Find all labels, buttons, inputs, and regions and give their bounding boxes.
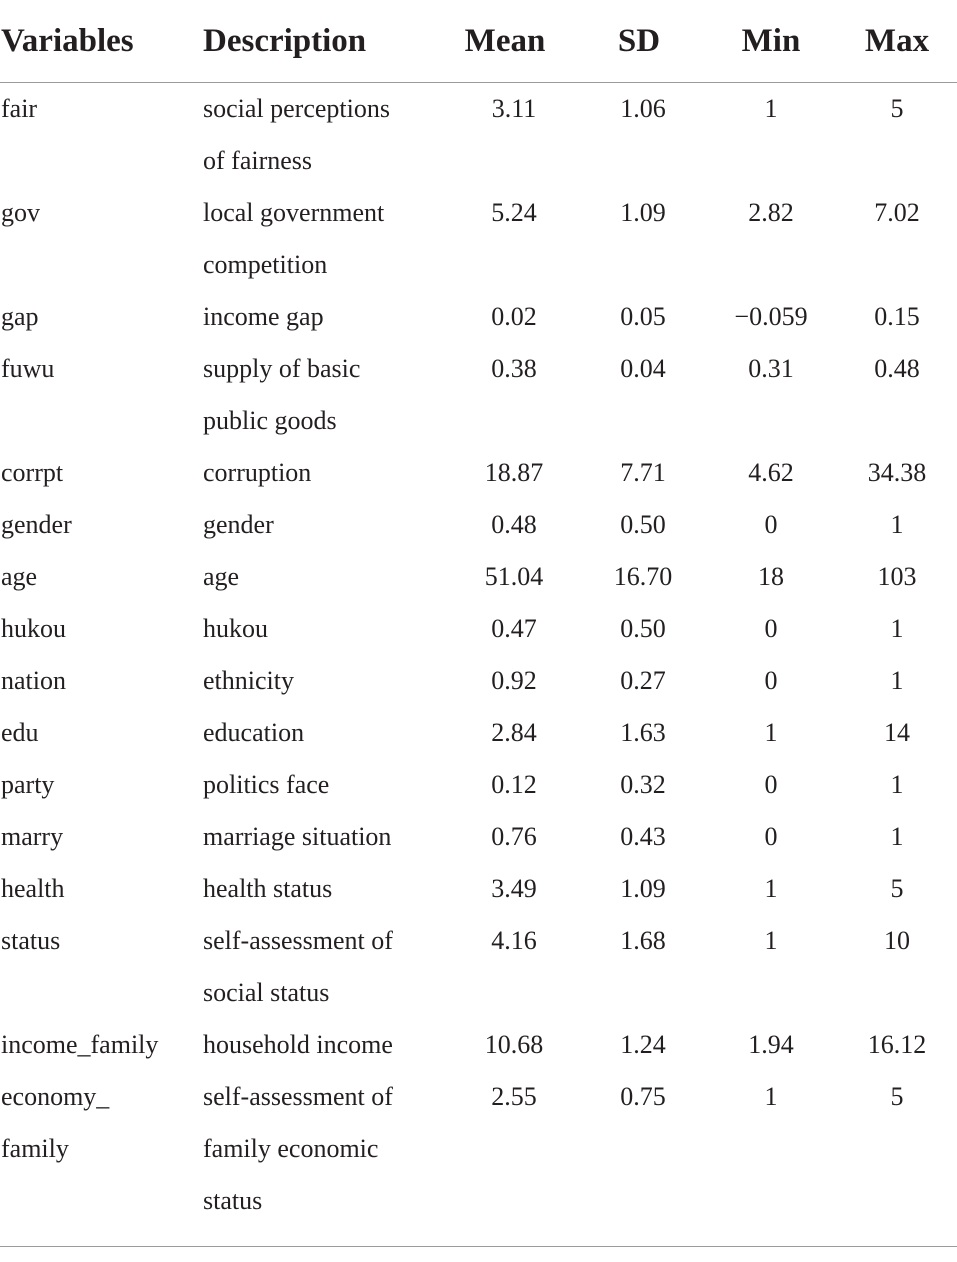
- cell-min: −0.059: [734, 302, 808, 331]
- cell-sd: 1.68: [620, 926, 666, 955]
- cell-mean: 3.49: [491, 874, 537, 903]
- cell-variable: age: [1, 562, 38, 591]
- cell-variable: gender: [1, 510, 72, 539]
- cell-description: local government competition: [203, 198, 385, 279]
- cell-min: 0: [764, 666, 778, 695]
- cell-variable: income_family: [1, 1030, 159, 1059]
- table-bottom-rule: [0, 1246, 957, 1247]
- table-row: [0, 1071, 957, 1227]
- header-sd: SD: [573, 0, 705, 83]
- cell-variable: hukou: [1, 614, 66, 643]
- cell-mean: 0.92: [491, 666, 537, 695]
- cell-min: 0: [764, 510, 778, 539]
- table-row: [0, 915, 957, 1019]
- cell-mean: 18.87: [484, 458, 544, 487]
- table-body: [0, 83, 957, 1228]
- cell-description: age: [203, 562, 240, 591]
- cell-sd: 1.06: [620, 94, 666, 123]
- cell-min: 0: [764, 822, 778, 851]
- cell-description: income gap: [203, 302, 324, 331]
- cell-description: health status: [203, 874, 333, 903]
- cell-variable: edu: [1, 718, 39, 747]
- cell-variable: economy_ family: [1, 1082, 110, 1163]
- cell-description: self-assessment of social status: [203, 926, 393, 1007]
- cell-min: 1.94: [748, 1030, 794, 1059]
- table-row: [0, 759, 957, 811]
- table-row: [0, 291, 957, 343]
- table-row: [0, 343, 957, 447]
- cell-max: 14: [884, 718, 910, 747]
- cell-min: 18: [758, 562, 784, 591]
- cell-mean: 0.12: [491, 770, 537, 799]
- cell-min: 1: [764, 926, 778, 955]
- cell-max: 0.48: [874, 354, 920, 383]
- table-row: [0, 83, 957, 188]
- cell-variable: gov: [1, 198, 40, 227]
- cell-variable: status: [1, 926, 61, 955]
- cell-max: 5: [890, 1082, 904, 1111]
- cell-mean: 0.47: [491, 614, 537, 643]
- cell-mean: 3.11: [491, 94, 537, 123]
- cell-max: 103: [877, 562, 917, 591]
- table-row: [0, 863, 957, 915]
- cell-max: 1: [890, 666, 904, 695]
- cell-description: social perceptions of fairness: [203, 94, 390, 175]
- cell-max: 0.15: [874, 302, 920, 331]
- header-variables: Variables: [0, 0, 197, 83]
- table-row: [0, 447, 957, 499]
- table-row: [0, 187, 957, 291]
- cell-description: hukou: [203, 614, 268, 643]
- cell-sd: 0.75: [620, 1082, 666, 1111]
- cell-max: 1: [890, 770, 904, 799]
- cell-mean: 0.76: [491, 822, 537, 851]
- cell-min: 0: [764, 614, 778, 643]
- cell-mean: 0.38: [491, 354, 537, 383]
- cell-sd: 1.24: [620, 1030, 666, 1059]
- table-row: [0, 603, 957, 655]
- cell-variable: fair: [1, 94, 38, 123]
- cell-min: 0.31: [748, 354, 794, 383]
- cell-description: marriage situation: [203, 822, 392, 851]
- cell-description: household income: [203, 1030, 393, 1059]
- header-row: [0, 0, 957, 83]
- cell-description: politics face: [203, 770, 330, 799]
- cell-variable: gap: [1, 302, 39, 331]
- cell-mean: 4.16: [491, 926, 537, 955]
- cell-sd: 1.09: [620, 198, 666, 227]
- table-row: [0, 707, 957, 759]
- cell-min: 4.62: [748, 458, 794, 487]
- cell-min: 1: [764, 874, 778, 903]
- table-row: [0, 1019, 957, 1071]
- cell-min: 1: [764, 1082, 778, 1111]
- table-row: [0, 551, 957, 603]
- cell-sd: 16.70: [613, 562, 673, 591]
- cell-mean: 5.24: [491, 198, 537, 227]
- table-header: [0, 0, 957, 83]
- cell-mean: 2.84: [491, 718, 537, 747]
- header-max: Max: [837, 0, 957, 83]
- table-row: [0, 499, 957, 551]
- cell-sd: 0.05: [620, 302, 666, 331]
- cell-min: 2.82: [748, 198, 794, 227]
- cell-max: 7.02: [874, 198, 920, 227]
- cell-description: supply of basic public goods: [203, 354, 361, 435]
- cell-max: 5: [890, 874, 904, 903]
- header-min: Min: [705, 0, 837, 83]
- cell-variable: party: [1, 770, 55, 799]
- cell-sd: 1.63: [620, 718, 666, 747]
- cell-min: 0: [764, 770, 778, 799]
- cell-sd: 0.04: [620, 354, 666, 383]
- cell-variable: nation: [1, 666, 66, 695]
- cell-min: 1: [764, 718, 778, 747]
- cell-max: 10: [884, 926, 910, 955]
- cell-sd: 0.32: [620, 770, 666, 799]
- cell-mean: 10.68: [484, 1030, 544, 1059]
- cell-description: ethnicity: [203, 666, 294, 695]
- table-row: [0, 655, 957, 707]
- cell-sd: 0.50: [620, 510, 666, 539]
- cell-mean: 51.04: [484, 562, 544, 591]
- cell-mean: 0.02: [491, 302, 537, 331]
- cell-sd: 0.27: [620, 666, 666, 695]
- cell-variable: marry: [1, 822, 64, 851]
- header-description: Description: [197, 0, 437, 83]
- cell-variable: fuwu: [1, 354, 55, 383]
- cell-mean: 0.48: [491, 510, 537, 539]
- cell-mean: 2.55: [491, 1082, 537, 1111]
- cell-sd: 1.09: [620, 874, 666, 903]
- cell-sd: 0.50: [620, 614, 666, 643]
- cell-sd: 0.43: [620, 822, 666, 851]
- cell-max: 16.12: [867, 1030, 927, 1059]
- cell-min: 1: [764, 94, 778, 123]
- cell-description: gender: [203, 510, 274, 539]
- header-mean: Mean: [437, 0, 573, 83]
- cell-description: corruption: [203, 458, 312, 487]
- cell-variable: health: [1, 874, 65, 903]
- cell-max: 1: [890, 510, 904, 539]
- cell-sd: 7.71: [620, 458, 666, 487]
- cell-max: 34.38: [867, 458, 927, 487]
- cell-max: 5: [890, 94, 904, 123]
- cell-description: self-assessment of family economic status: [203, 1082, 393, 1215]
- cell-max: 1: [890, 614, 904, 643]
- cell-variable: corrpt: [1, 458, 64, 487]
- cell-max: 1: [890, 822, 904, 851]
- table-row: [0, 811, 957, 863]
- cell-description: education: [203, 718, 305, 747]
